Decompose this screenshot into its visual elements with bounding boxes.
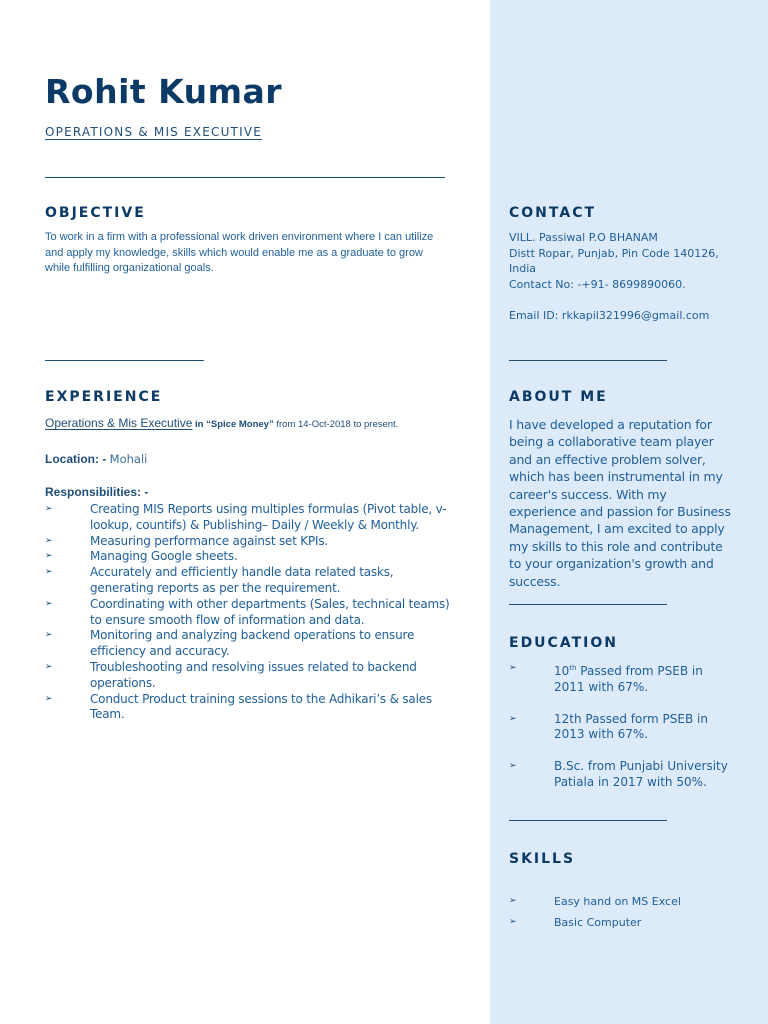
header-divider	[45, 177, 445, 178]
list-item: ➢ Troubleshooting and resolving issues related to backend operations.	[45, 659, 417, 690]
address-line: India	[509, 262, 536, 275]
responsibilities-list	[45, 502, 450, 723]
experience-role-line	[45, 416, 398, 430]
about-heading: ABOUT ME	[509, 389, 608, 405]
arrow-bullet-icon: ➢	[45, 535, 53, 546]
list-item: ➢ Coordinating with other departments (Sales, technical teams) to ensure smooth flow of information and data.	[45, 596, 450, 627]
list-item: ➢ Easy hand on MS Excel	[509, 895, 681, 908]
contact-heading: CONTACT	[509, 205, 597, 221]
address-line: Distt Ropar, Punjab, Pin Code 140126,	[509, 246, 719, 260]
location-label: Location: -	[45, 452, 110, 466]
about-divider	[509, 604, 667, 605]
candidate-name: Rohit Kumar	[45, 72, 283, 111]
job-title: OPERATIONS & MIS EXECUTIVE	[45, 125, 263, 139]
education-heading: EDUCATION	[509, 635, 618, 651]
role-title: Operations & Mis Executive	[45, 416, 193, 430]
skills-list	[509, 894, 737, 936]
list-item: ➢ 12th Passed form PSEB in 2013 with 67%.	[509, 711, 708, 742]
education-list	[509, 661, 737, 807]
experience-heading: EXPERIENCE	[45, 389, 163, 405]
arrow-bullet-icon: ➢	[509, 713, 517, 724]
arrow-bullet-icon: ➢	[509, 917, 517, 927]
arrow-bullet-icon: ➢	[509, 663, 517, 673]
list-item: ➢ Measuring performance against set KPIs.	[45, 533, 329, 548]
email-address: Email ID: rkkapil321996@gmail.com	[509, 309, 710, 322]
responsibilities-label: Responsibilities: -	[45, 485, 149, 499]
list-item: ➢ Accurately and efficiently handle data related tasks, generating reports as per the requirement.	[45, 565, 394, 595]
objective-divider	[45, 360, 204, 361]
skills-heading: SKILLS	[509, 851, 576, 867]
contact-divider	[509, 360, 667, 361]
arrow-bullet-icon: ➢	[509, 896, 517, 906]
arrow-bullet-icon: ➢	[45, 551, 53, 562]
list-item: ➢ Basic Computer	[509, 916, 642, 929]
contact-block	[509, 230, 759, 324]
employment-period: from 14-Oct-2018 to present.	[273, 419, 399, 430]
arrow-bullet-icon: ➢	[45, 693, 53, 704]
about-text: I have developed a reputation for being a collaborative team player and an effective problem solver, which has been instrumental in my career's success. With my experience and passion for Business Management, I am excited to apply my skills to this role and contribute to your organization's growth and success.	[509, 417, 731, 589]
address-line: VILL. Passiwal P.O BHANAM	[509, 231, 658, 244]
education-divider	[509, 820, 667, 821]
arrow-bullet-icon: ➢	[45, 661, 53, 672]
arrow-bullet-icon: ➢	[509, 761, 517, 772]
list-item: ➢ Conduct Product training sessions to the Adhikari’s & sales Team.	[45, 691, 432, 722]
objective-heading: OBJECTIVE	[45, 205, 146, 221]
arrow-bullet-icon: ➢	[45, 504, 53, 514]
list-item: ➢ 10th Passed from PSEB in 2011 with 67%.	[509, 663, 703, 694]
company-prefix: in	[192, 419, 207, 430]
list-item: ➢ Monitoring and analyzing backend operations to ensure efficiency and accuracy.	[45, 628, 415, 659]
location-value: Mohali	[109, 452, 148, 466]
location-line	[45, 450, 147, 468]
company-name: “Spice Money”	[206, 419, 274, 430]
arrow-bullet-icon: ➢	[45, 598, 53, 609]
objective-text: To work in a firm with a professional work driven environment where I can utilize and apply my knowledge, skills which would enable me as a graduate to grow while fulfilling organizational goals.	[45, 231, 434, 274]
arrow-bullet-icon: ➢	[45, 567, 53, 578]
list-item: ➢ Creating MIS Reports using multiples formulas (Pivot table, v-lookup, countifs) & Publishing– Daily / Weekly & Monthly.	[45, 502, 447, 532]
phone-number: Contact No: -+91- 8699890060.	[509, 277, 686, 291]
list-item: ➢ Managing Google sheets.	[45, 549, 238, 564]
arrow-bullet-icon: ➢	[45, 630, 53, 641]
list-item: ➢ B.Sc. from Punjabi University Patiala in 2017 with 50%.	[509, 759, 728, 789]
